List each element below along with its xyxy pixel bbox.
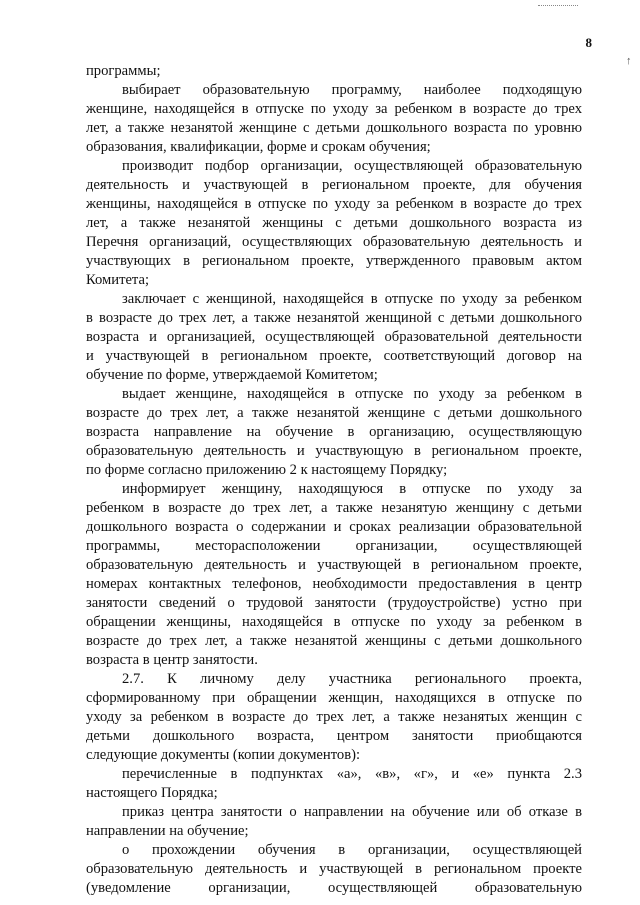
text-line: образовательную деятельность и участвующую в региональном проекте,: [86, 443, 582, 459]
text-line: участвующих в региональном проекте, утвержденного правовым актом: [86, 253, 582, 269]
text-line: женщине, находящейся в отпуске по уходу за ребенком в возрасте до трех: [86, 101, 582, 117]
text-line: Перечня организаций, осуществляющих образовательную деятельность и: [86, 234, 582, 250]
text-line: образования, квалификации, форме и срокам обучения;: [86, 139, 431, 155]
page-number: 8: [585, 35, 592, 50]
text-line: в возрасте до трех лет, а также незанятой женщиной с детьми дошкольного: [86, 310, 582, 326]
text-line: по форме согласно приложению 2 к настоящему Порядку;: [86, 462, 448, 478]
text-line: деятельность и участвующей в региональном проекте, для обучения: [86, 177, 582, 193]
text-line: направлении на обучение;: [86, 823, 249, 839]
text-line: номерах контактных телефонов, необходимости предоставления в центр: [86, 576, 582, 592]
text-line: образовательную деятельность и участвующей в региональном проекте,: [86, 557, 582, 573]
text-line: Комитета;: [86, 272, 150, 288]
text-line: возраста и организацией, осуществляющей образовательной деятельности: [86, 329, 582, 345]
text-line: ребенком в возрасте до трех лет, а также незанятую женщину с детьми: [86, 500, 582, 516]
text-line: (уведомление организации, осуществляющей образовательную: [86, 880, 582, 896]
text-line: сформированному при обращении женщин, находящихся в отпуске по: [86, 690, 582, 706]
text-line: образовательную деятельность и участвующей в региональном проекте: [86, 861, 582, 877]
text-line: лет, а также незанятой женщине с детьми дошкольного возраста по уровню: [86, 120, 582, 136]
text-line: приказ центра занятости о направлении на обучение или об отказе в: [122, 804, 582, 820]
text-line: лет, а также незанятой женщины с детьми дошкольного возраста из: [86, 215, 582, 231]
text-line: информирует женщину, находящуюся в отпуске по уходу за: [122, 481, 582, 497]
text-line: следующие документы (копии документов):: [86, 747, 361, 763]
text-line: производит подбор организации, осуществляющей образовательную: [122, 158, 582, 174]
text-line: дошкольного возраста о содержании и сроках реализации образовательной: [86, 519, 582, 535]
text-line: обращении женщины, находящейся в отпуске по уходу за ребенком в: [86, 614, 582, 630]
text-line: детьми дошкольного возраста, центром занятости приобщаются: [86, 728, 582, 744]
text-line: обучение по форме, утверждаемой Комитетом;: [86, 367, 378, 383]
text-line: о прохождении обучения в организации, осуществляющей: [122, 842, 582, 858]
text-line: занятости сведений о трудовой занятости (трудоустройстве) устно при: [86, 595, 582, 611]
text-line: выбирает образовательную программу, наиболее подходящую: [122, 82, 582, 98]
document-body: [86, 62, 582, 898]
text-line: программы;: [86, 63, 161, 79]
text-line: возрасте до трех лет, а также незанятой женщине с детьми дошкольного: [86, 405, 582, 421]
text-line: перечисленные в подпунктах «а», «в», «г», и «е» пункта 2.3: [122, 766, 582, 782]
text-line: программы, месторасположении организации, осуществляющей: [86, 538, 582, 554]
edge-scan-mark: ↑: [626, 55, 632, 67]
text-line: возраста направление на обучение в организацию, осуществляющую: [86, 424, 582, 440]
text-line: уходу за ребенком в возрасте до трех лет, а также незанятых женщин с: [86, 709, 582, 725]
text-line: выдает женщине, находящейся в отпуске по уходу за ребенком в: [122, 386, 582, 402]
text-line: и участвующей в региональном проекте, соответствующий договор на: [86, 348, 582, 364]
text-line: заключает с женщиной, находящейся в отпуске по уходу за ребенком: [122, 291, 582, 307]
text-line: возраста в центр занятости.: [86, 652, 258, 668]
text-line: настоящего Порядка;: [86, 785, 218, 801]
text-line: женщины, находящейся в отпуске по уходу за ребенком в возрасте до трех: [86, 196, 582, 212]
text-line: 2.7. К личному делу участника регионального проекта,: [122, 671, 582, 687]
scan-corner-mark: [538, 5, 578, 8]
text-line: возрасте до трех лет, а также незанятой женщины с детьми дошкольного: [86, 633, 582, 649]
